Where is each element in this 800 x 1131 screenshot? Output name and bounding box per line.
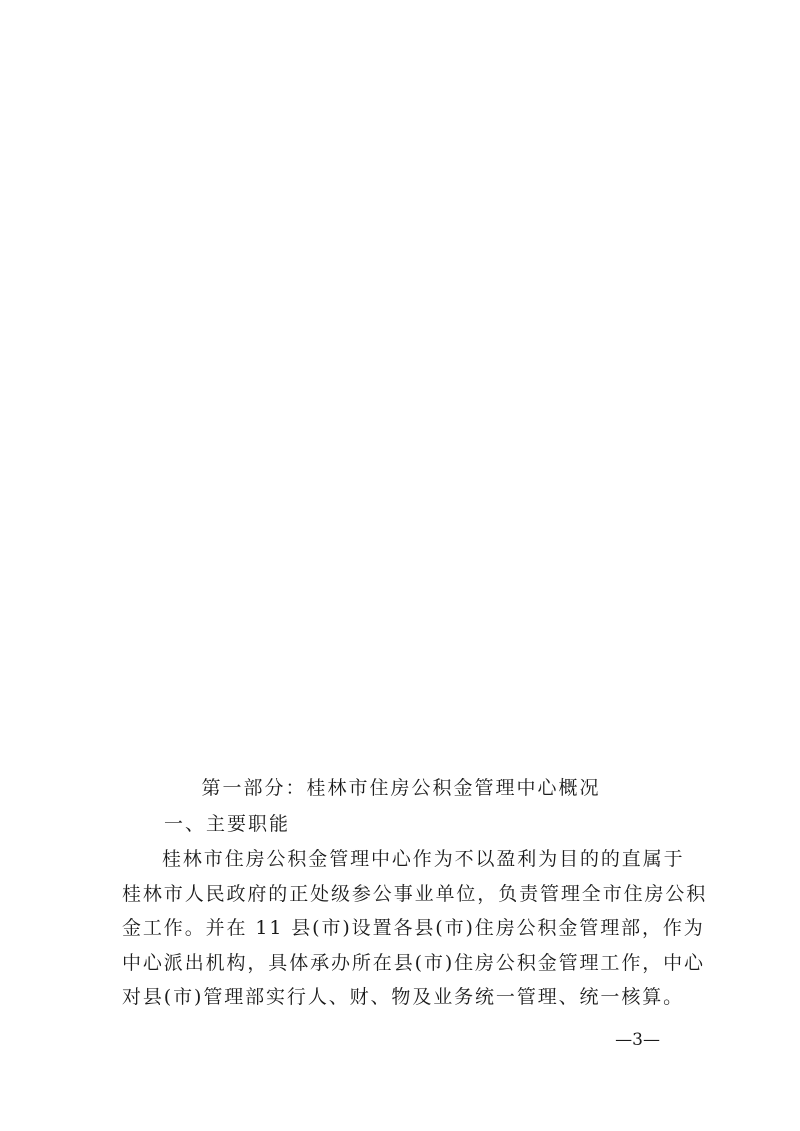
paragraph-line: 中心派出机构，具体承办所在县(市)住房公积金管理工作，中心 — [122, 951, 705, 974]
page-content — [122, 770, 708, 1015]
paragraph-line: 桂林市住房公积金管理中心作为不以盈利为目的的直属于 — [162, 848, 685, 870]
page-number: —3— — [615, 1030, 660, 1050]
section-title: 第一部分：桂林市住房公积金管理中心概况 — [201, 777, 601, 799]
subsection-heading: 一、主要职能 — [164, 813, 291, 835]
paragraph-line: 桂林市人民政府的正处级参公事业单位，负责管理全市住房公积 — [122, 882, 708, 905]
body-paragraph — [122, 842, 708, 1015]
paragraph-line: 金工作。并在 11 县(市)设置各县(市)住房公积金管理部，作为 — [122, 917, 705, 939]
paragraph-line: 对县(市)管理部实行人、财、物及业务统一管理、统一核算。 — [122, 986, 685, 1008]
